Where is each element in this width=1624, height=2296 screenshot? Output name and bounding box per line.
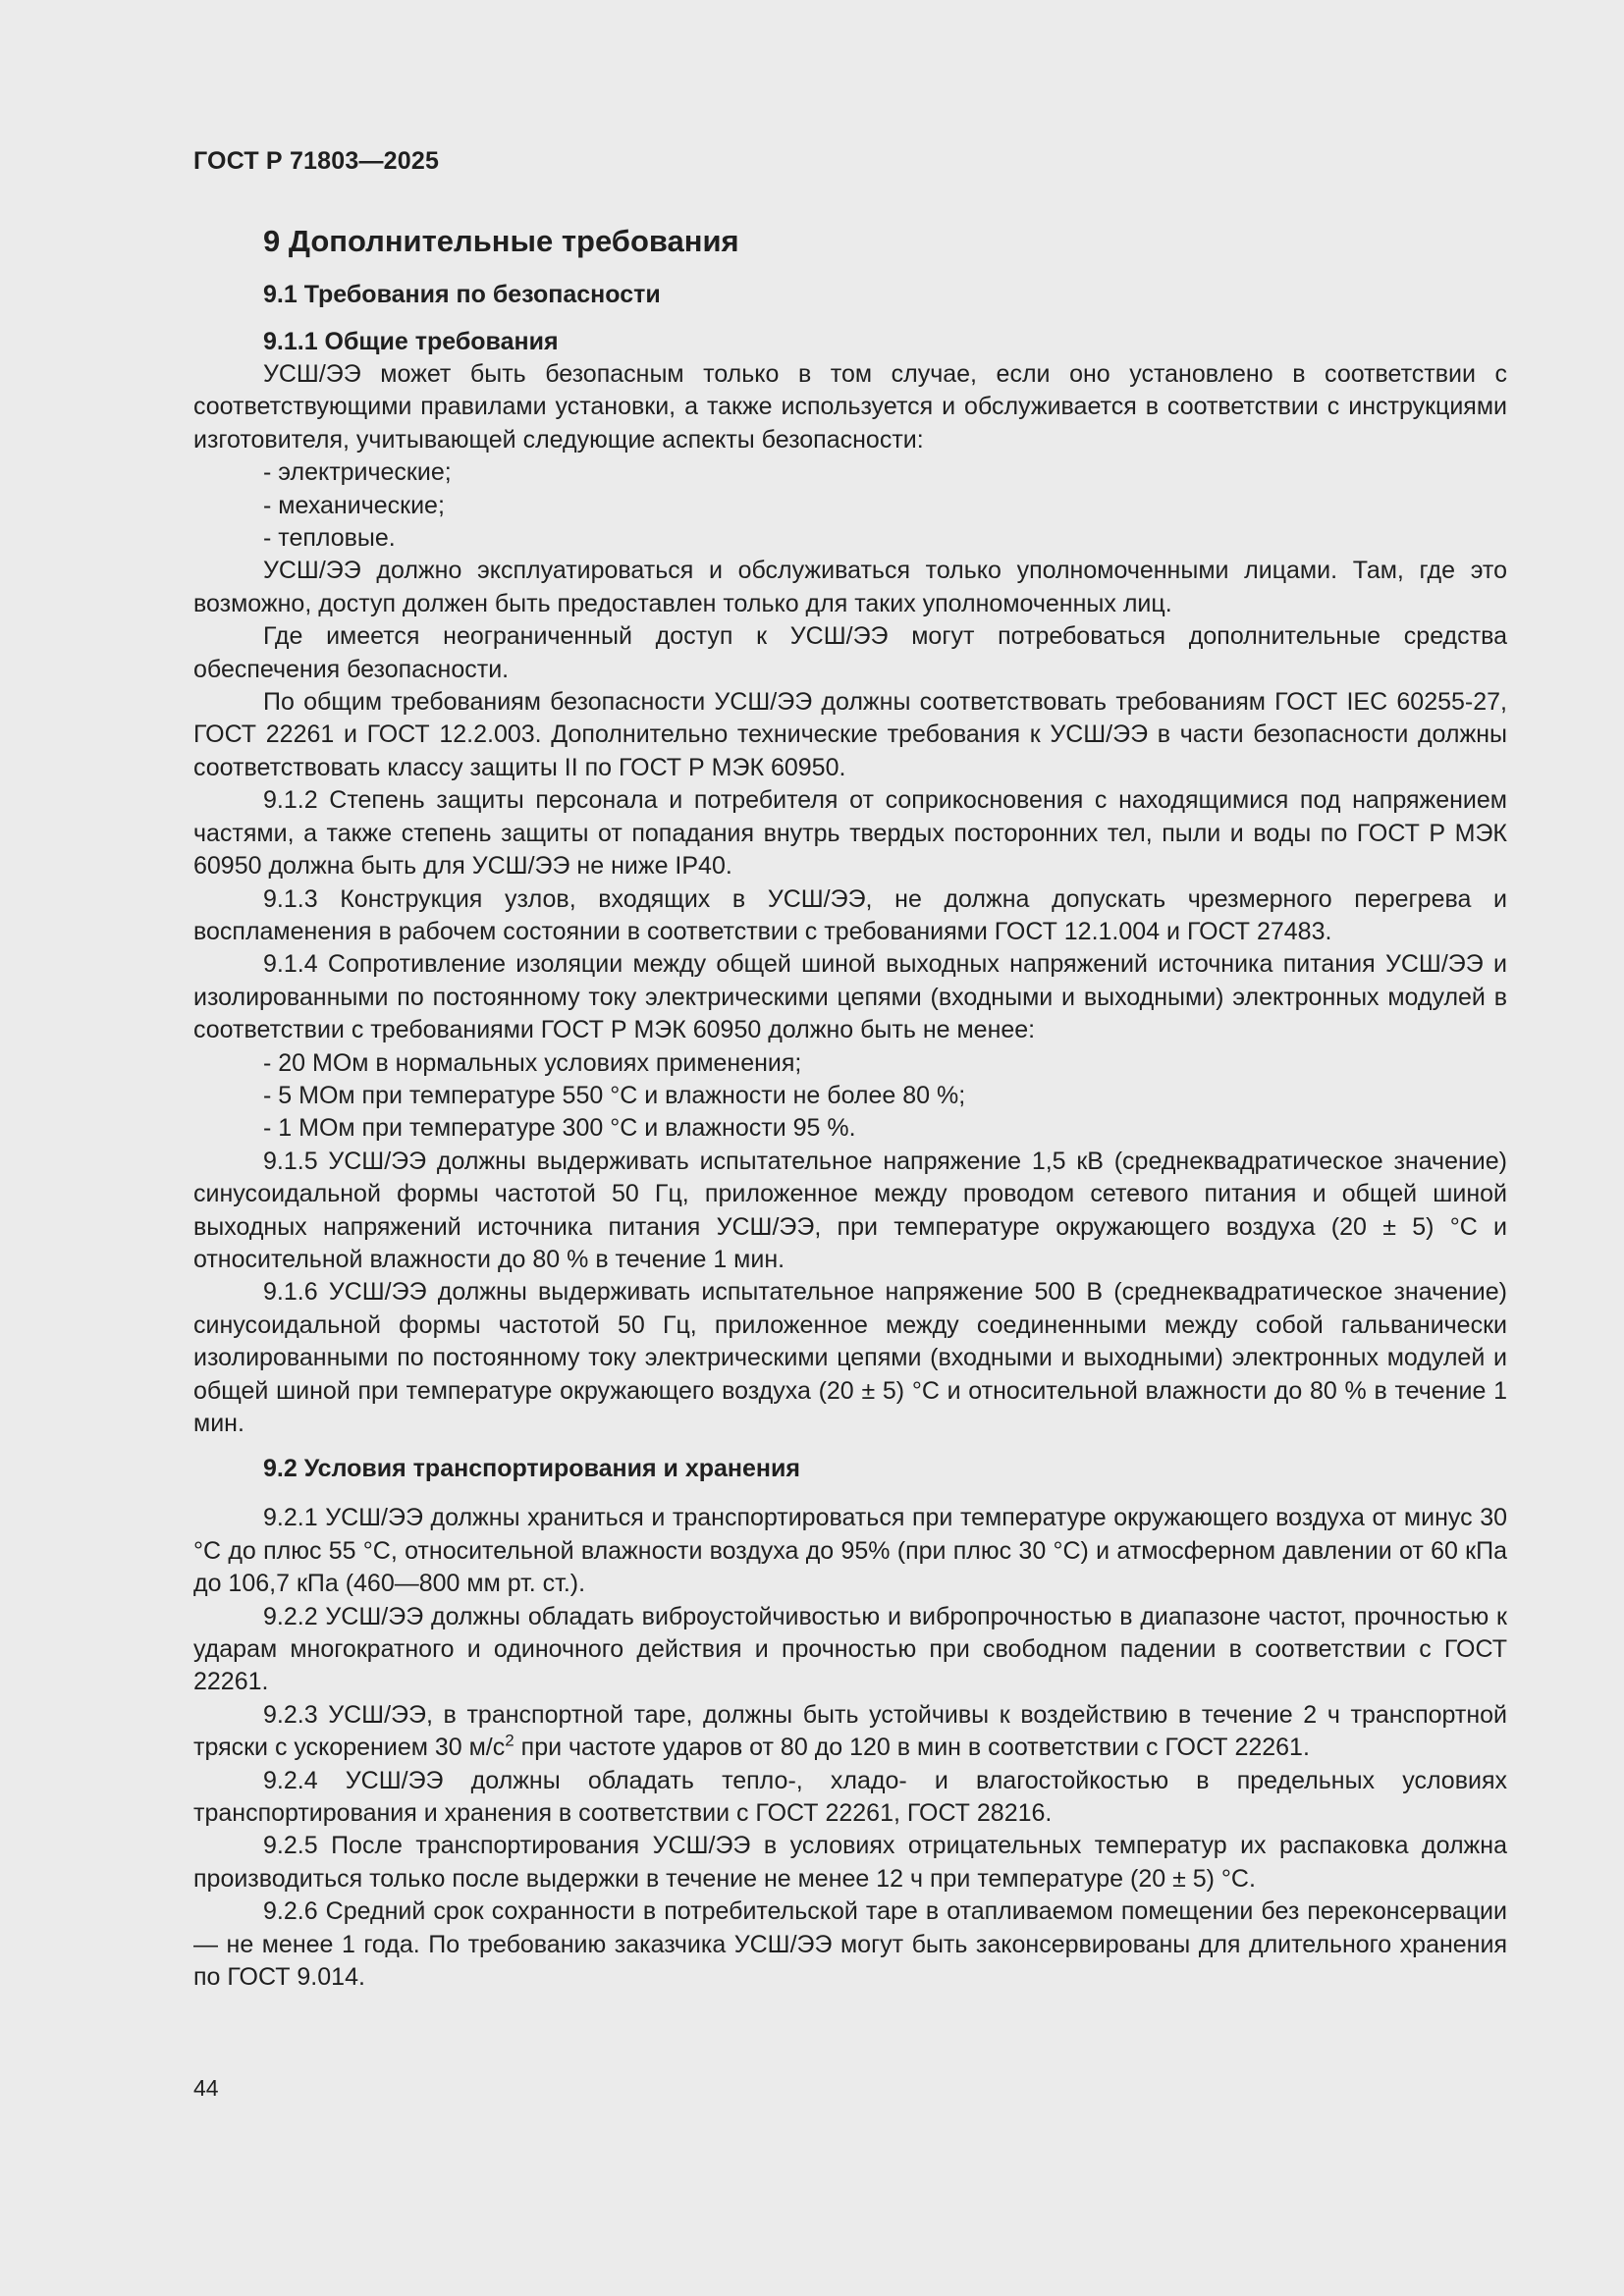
paragraph-9-2-5: 9.2.5 После транспортирования УСШ/ЭЭ в условиях отрицательных температур их распаковка должна производиться только после выдержки в течение не менее 12 ч при температуре (20 ± 5) °С. [193,1832,1507,1893]
paragraph-general-safety: По общим требованиям безопасности УСШ/ЭЭ должны соответствовать требованиям ГОСТ IEC 60255-27, ГОСТ 22261 и ГОСТ 12.2.003. Дополнительно технические требования к УСШ/ЭЭ в части безопасности должны соответствовать классу защиты II по ГОСТ Р МЭК 60950. [193,688,1507,781]
list-item-aspect-thermal: - тепловые. [263,524,396,553]
paragraph-9-2-1: 9.2.1 УСШ/ЭЭ должны храниться и транспортироваться при температуре окружающего воздуха от минус 30 °С до плюс 55 °С, относительной влажности воздуха до 95% (при плюс 30 °С) и атмосферном давлении от 60 кПа до 106,7 кПа (460—800 мм рт. ст.). [193,1504,1507,1598]
paragraph-9-2-4: 9.2.4 УСШ/ЭЭ должны обладать тепло-, хладо- и влагостойкостью в предельных условиях транспортирования и хранения в соответствии с ГОСТ 22261, ГОСТ 28216. [193,1766,1507,1828]
list-item-resistance-normal: - 20 МОм в нормальных условиях применения; [263,1048,802,1077]
paragraph-9-2-2: 9.2.2 УСШ/ЭЭ должны обладать виброустойчивостью и вибропрочностью в диапазоне частот, прочностью к ударам многократного и одиночного действия и прочностью при свободном падении в соответствии с ГОСТ 22261. [193,1602,1507,1696]
list-item-aspect-electrical: - электрические; [263,458,452,487]
paragraph-9-1-1-intro: УСШ/ЭЭ может быть безопасным только в том случае, если оно установлено в соответствии с соответствующими правилами установки, а также используется и обслуживается в соответствии с инструкциями изготовителя, учитывающей следующие аспекты безопасности: [193,360,1507,454]
list-item-resistance-550: - 5 МОм при температуре 550 °С и влажности не более 80 %; [263,1081,966,1109]
paragraph-authorized-persons: УСШ/ЭЭ должно эксплуатироваться и обслуживаться только уполномоченными лицами. Там, где это возможно, доступ должен быть предоставлен только для таких уполномоченных лиц. [193,557,1507,617]
list-item-aspect-mechanical: - механические; [263,491,445,519]
list-item-resistance-300: - 1 МОм при температуре 300 °С и влажности 95 %. [263,1114,856,1143]
paragraph-9-1-2: 9.1.2 Степень защиты персонала и потребителя от соприкосновения с находящимися под напряжением частями, а также степень защиты от попадания внутрь твердых посторонних тел, пыли и воды по ГОСТ Р МЭК 60950 должна быть для УСШ/ЭЭ не ниже IP40. [193,786,1507,881]
paragraph-unrestricted-access: Где имеется неограниченный доступ к УСШ/ЭЭ могут потребоваться дополнительные средства обеспечения безопасности. [193,622,1507,683]
section-9-1-1-title: 9.1.1 Общие требования [263,328,559,355]
document-header: ГОСТ Р 71803—2025 [193,147,440,175]
document-body [193,222,1507,1995]
paragraph-9-2-6: 9.2.6 Средний срок сохранности в потребительской таре в отапливаемом помещении без переконсервации — не менее 1 года. По требованию заказчика УСШ/ЭЭ могут быть законсервированы для длительного хранения по ГОСТ 9.014. [193,1897,1507,1992]
page-number: 44 [193,2075,219,2101]
paragraph-9-2-3 [193,1699,1507,1765]
section-9-title: 9 Дополнительные требования [263,224,739,258]
paragraph-9-2-3-text: 9.2.3 УСШ/ЭЭ, в транспортной таре, должны быть устойчивы к воздействию в течение 2 ч транспортной тряски с ускорением 30 м/с [193,1700,1507,1762]
section-9-2-title: 9.2 Условия транспортирования и хранения [263,1455,800,1483]
superscript-squared: 2 [505,1731,514,1750]
paragraph-9-1-3: 9.1.3 Конструкция узлов, входящих в УСШ/ЭЭ, не должна допускать чрезмерного перегрева и воспламенения в рабочем состоянии в соответствии с требованиями ГОСТ 12.1.004 и ГОСТ 27483. [193,884,1507,945]
section-9-1-title: 9.1 Требования по безопасности [263,281,661,308]
paragraph-9-2-3-text-end: при частоте ударов от 80 до 120 в мин в соответствии с ГОСТ 22261. [514,1734,1310,1762]
paragraph-9-1-6: 9.1.6 УСШ/ЭЭ должны выдерживать испытательное напряжение 500 В (среднеквадратическое значение) синусоидальной формы частотой 50 Гц, приложенное между соединенными между собой гальванически изолированными по постоянному току электрическими цепями (входными и выходными) электронных модулей и общей шиной при температуре окружающего воздуха (20 ± 5) °С и относительной влажности до 80 % в течение 1 мин. [193,1278,1507,1437]
paragraph-9-1-4: 9.1.4 Сопротивление изоляции между общей шиной выходных напряжений источника питания УСШ/ЭЭ и изолированными по постоянному току электрическими цепями (входными и выходными) электронных модулей в соответствии с требованиями ГОСТ Р МЭК 60950 должно быть не менее: [193,950,1507,1044]
paragraph-9-1-5: 9.1.5 УСШ/ЭЭ должны выдерживать испытательное напряжение 1,5 кВ (среднеквадратическое значение) синусоидальной формы частотой 50 Гц, приложенное между проводом сетевого питания и общей шиной выходных напряжений источника питания УСШ/ЭЭ, при температуре окружающего воздуха (20 ± 5) °С и относительной влажности до 80 % в течение 1 мин. [193,1147,1507,1273]
